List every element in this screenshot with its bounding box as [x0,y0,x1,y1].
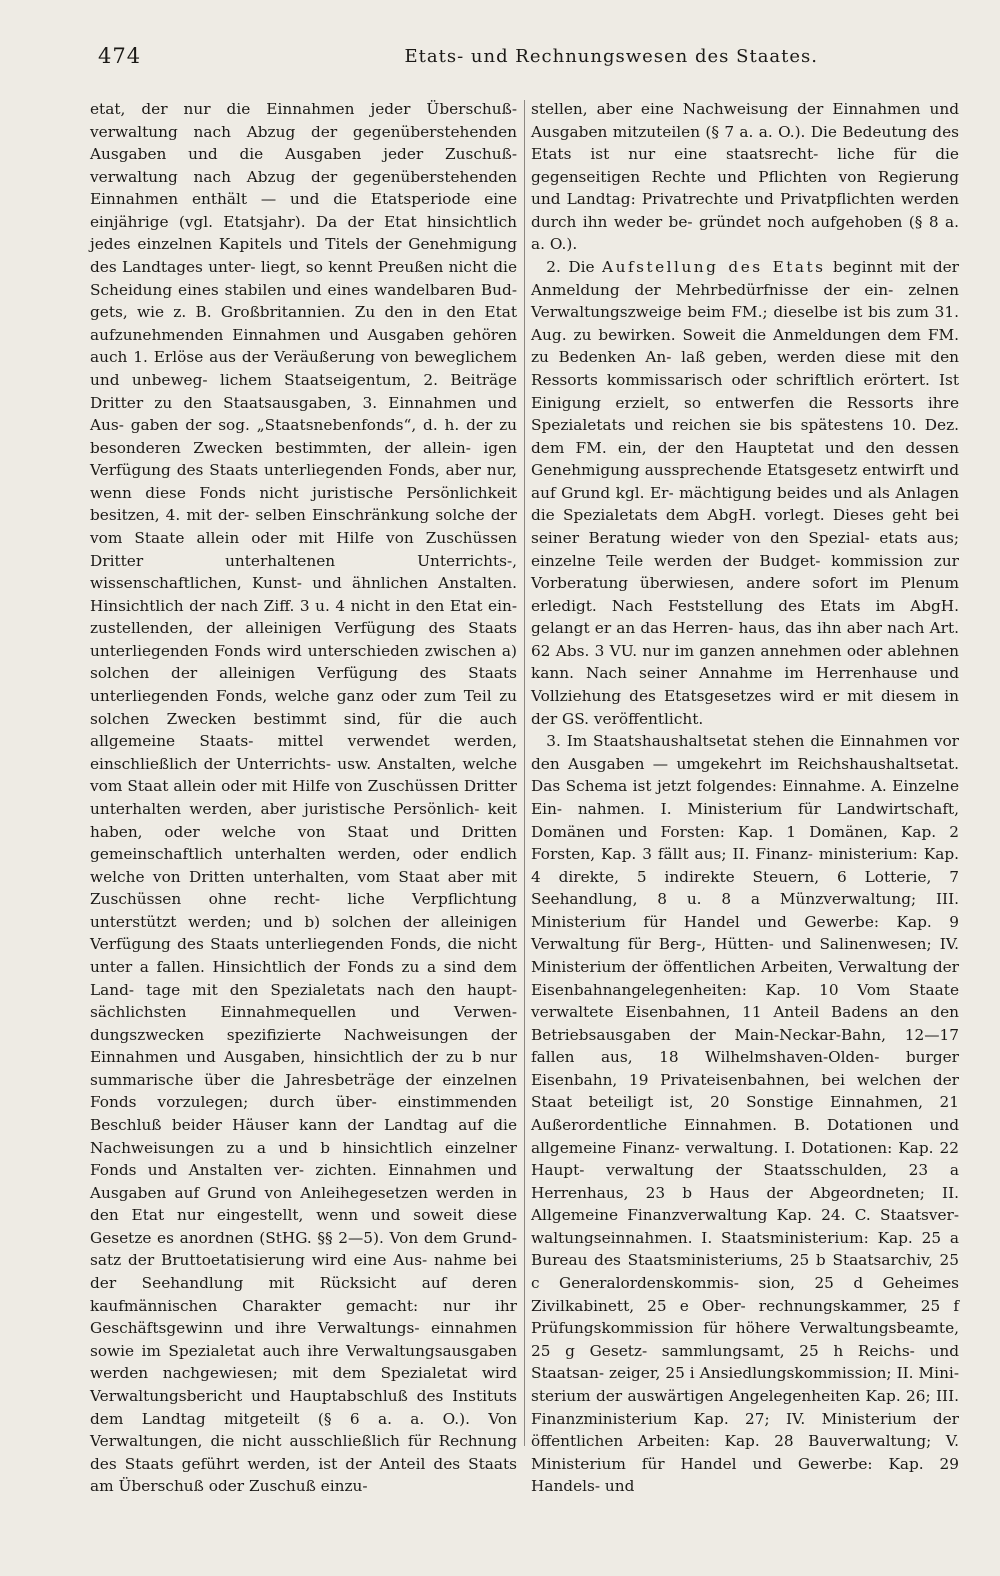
left-paragraph: etat, der nur die Einnahmen jeder Überschuß- verwaltung nach Abzug der gegenüberstehenden Ausgaben und die Ausgaben jeder Zuschuß- verwaltung nach Abzug der gegenüberstehenden Einnahmen enthält — und die Etatsperiode eine einjährige (vgl. Etatsjahr). Da der Etat hinsichtlich jedes einzelnen Kapitels und Titels der Genehmigung des Landtages unter- liegt, so kennt Preußen nicht die Scheidung eines stabilen und eines wandelbaren Bud- gets, wie z. B. Großbritannien. Zu den in den Etat aufzunehmenden Einnahmen und Ausgaben gehören auch 1. Erlöse aus der Veräußerung von beweglichem und unbeweg- lichem Staatseigentum, 2. Beiträge Dritter zu den Staatsausgaben, 3. Einnahmen und Aus- gaben der sog. „Staatsnebenfonds“, d. h. der zu besonderen Zwecken bestimmten, der allein- igen Verfügung des Staats unterliegenden Fonds, aber nur, wenn diese Fonds nicht juristische Persönlichkeit besitzen, 4. mit der- selben Einschränkung solche der vom Staate allein oder mit Hilfe von Zuschüssen Dritter unterhaltenen Unterrichts-, wissenschaftlichen, Kunst- und ähnlichen Anstalten. Hinsichtlich der nach Ziff. 3 u. 4 nicht in den Etat ein- zustellenden, der alleinigen Verfügung des Staats unterliegenden Fonds wird unterschieden zwischen a) solchen der alleinigen Verfügung des Staats unterliegenden Fonds, welche ganz oder zum Teil zu solchen Zwecken bestimmt sind, für die auch allgemeine Staats- mittel verwendet werden, einschließlich der Unterrichts- usw. Anstalten, welche vom Staat allein oder mit Hilfe von Zuschüssen Dritter unterhalten werden, aber juristische Persönlich- keit haben, oder welche von Staat und Dritten gemeinschaftlich unterhalten werden, oder endlich welche von Dritten unterhalten, vom Staat aber mit Zuschüssen ohne recht- liche Verpflichtung unterstützt werden; und b) solchen der alleinigen Verfügung des Staats unterliegenden Fonds, die nicht unter a fallen. Hinsichtlich der Fonds zu a sind dem Land- tage mit den Spezialetats nach den haupt- sächlichsten Einnahmequellen und Verwen- dungszwecken spezifizierte Nachweisungen der Einnahmen und Ausgaben, hinsichtlich der zu b nur summarische über die Jahresbeträge der einzelnen Fonds vorzulegen; durch über- einstimmenden Beschluß beider Häuser kann der Landtag auf die Nachweisungen zu a und b hinsichtlich einzelner Fonds und Anstalten ver- zichten. Einnahmen und Ausgaben auf Grund von Anleihegesetzen werden in den Etat nur eingestellt, wenn und soweit diese Gesetze es anordnen (StHG. §§ 2—5). Von dem Grund- satz der Bruttoetatisierung wird eine Aus- nahme bei der Seehandlung mit Rücksicht auf deren kaufmännischen Charakter gemacht: nur ihr Geschäftsgewinn und ihre Verwaltungs- einnahmen sowie im Spezialetat auch ihre Verwaltungsausgaben werden nachgewiesen; mit dem Spezialetat wird Verwaltungsbericht und Hauptabschluß des Instituts dem Landtag mitgeteilt (§ 6 a. a. O.). Von Verwaltungen, die nicht ausschließlich für Rechnung des Staats geführt werden, ist der Anteil des Staats am Überschuß oder Zuschuß einzu- [90,100,517,1496]
left-column [90,98,517,1498]
right-paragraph-1: stellen, aber eine Nachweisung der Einnahmen und Ausgaben mitzuteilen (§ 7 a. a. O.). Die Bedeutung des Etats ist nur eine staatsrecht- liche für die gegenseitigen Rechte und Pflichten von Regierung und Landtag: Privatrechte und Privatpflichten werden durch ihn weder be- gründet noch aufgehoben (§ 8 a. a. O.). [531,100,959,254]
running-title: Etats- und Rechnungswesen des Staates. [404,46,818,67]
paragraph-2-body: beginnt mit der Anmeldung der Mehrbedürfnisse der ein- zelnen Verwaltungszweige beim FM.; dieselbe ist bis zum 31. Aug. zu bewirken. Soweit die Anmeldungen dem FM. zu Bedenken An- laß geben, werden diese mit den Ressorts kommissarisch oder schriftlich erörtert. Ist Einigung erzielt, so entwerfen die Ressorts ihre Spezialetats und reichen sie bis spätestens 10. Dez. dem FM. ein, der den Hauptetat und den dessen Genehmigung aussprechende Etatsgesetz entwirft und auf Grund kgl. Er- mächtigung beides und als Anlagen die Spezialetats dem AbgH. vorlegt. Dieses geht bei seiner Beratung wieder von den Spezial- etats aus; einzelne Teile werden der Budget- kommission zur Vorberatung überwiesen, andere sofort im Plenum erledigt. Nach Feststellung des Etats im AbgH. gelangt er an das Herren- haus, das ihn aber nach Art. 62 Abs. 3 VU. nur im ganzen annehmen oder ablehnen kann. Nach seiner Annahme im Herrenhause und Vollziehung des Etatsgesetzes wird er mit diesem in der GS. veröffentlicht. [531,258,959,728]
right-paragraph-2 [531,256,959,730]
right-paragraph-3 [531,730,959,1498]
column-divider [524,100,525,1446]
section-heading-aufstellung: Aufstellung des Etats [602,258,826,277]
paragraph-2-number: 2. Die [546,258,595,277]
right-column [531,98,959,1498]
page-header [98,44,958,74]
paragraph-3-body: 3. Im Staatshaushaltsetat stehen die Einnahmen vor den Ausgaben — umgekehrt im Reichshaushaltsetat. Das Schema ist jetzt folgendes: Einnahme. A. Einzelne Ein- nahmen. I. Ministerium für Landwirtschaft, Domänen und Forsten: Kap. 1 Domänen, Kap. 2 Forsten, Kap. 3 fällt aus; II. Finanz- ministerium: Kap. 4 direkte, 5 indirekte Steuern, 6 Lotterie, 7 Seehandlung, 8 u. 8 a Münzverwaltung; III. Ministerium für Handel und Gewerbe: Kap. 9 Verwaltung für Berg-, Hütten- und Salinenwesen; IV. Ministerium der öffentlichen Arbeiten, Verwaltung der Eisenbahnangelegenheiten: Kap. 10 Vom Staate verwaltete Eisenbahnen, 11 Anteil Badens an den Betriebsausgaben der Main-Neckar-Bahn, 12—17 fallen aus, 18 Wilhelmshaven-Olden- burger Eisenbahn, 19 Privateisenbahnen, bei welchen der Staat beteiligt ist, 20 Sonstige Einnahmen, 21 Außerordentliche Einnahmen. B. Dotationen und allgemeine Finanz- verwaltung. I. Dotationen: Kap. 22 Haupt- verwaltung der Staatsschulden, 23 a Herrenhaus, 23 b Haus der Abgeordneten; II. Allgemeine Finanzverwaltung Kap. 24. C. Staatsver- waltungseinnahmen. I. Staatsministerium: Kap. 25 a Bureau des Staatsministeriums, 25 b Staatsarchiv, 25 c Generalordenskommis- sion, 25 d Geheimes Zivilkabinett, 25 e Ober- rechnungskammer, 25 f Prüfungskommission für höhere Verwaltungsbeamte, 25 g Gesetz- sammlungsamt, 25 h Reichs- und Staatsan- zeiger, 25 i Ansiedlungskommission; II. Mini- sterium der auswärtigen Angelegenheiten Kap. 26; III. Finanzministerium Kap. 27; IV. Ministerium der öffentlichen Arbeiten: Kap. 28 Bauverwaltung; V. Ministerium für Handel und Gewerbe: Kap. 29 Handels- und [531,732,959,1496]
page-number: 474 [98,44,142,68]
